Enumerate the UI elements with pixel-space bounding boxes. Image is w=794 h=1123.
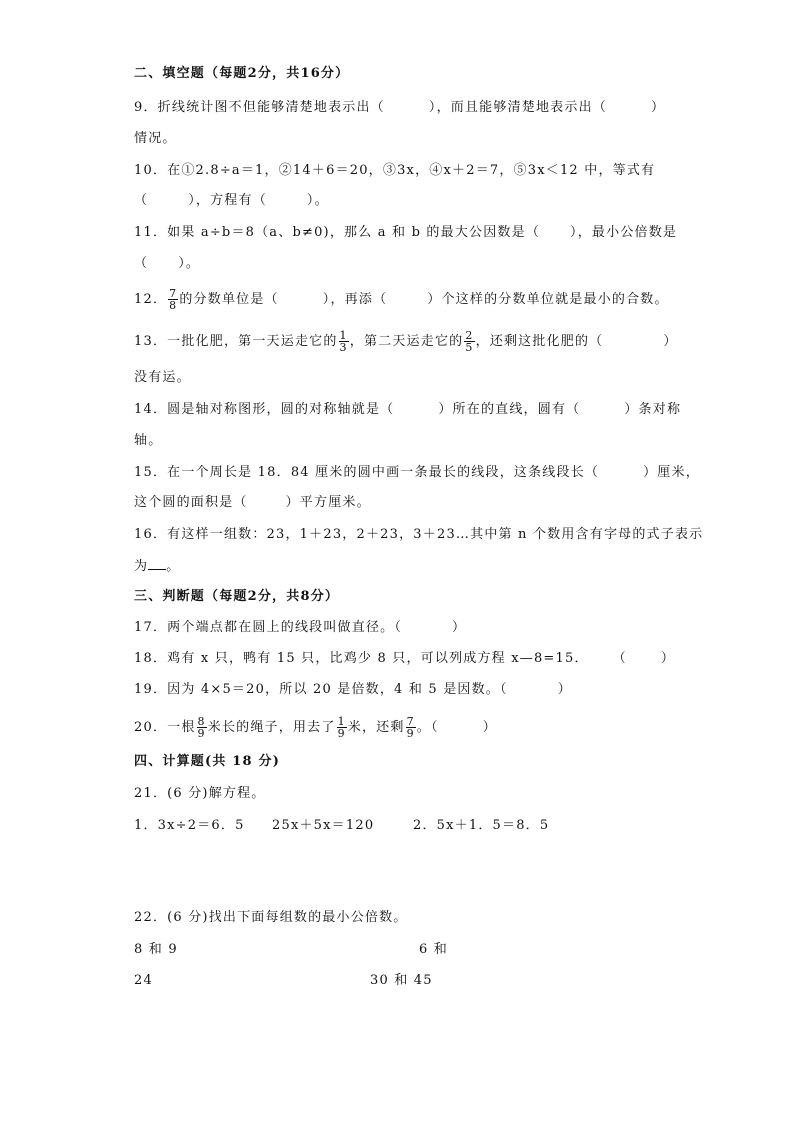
q11-text-d: ）。 bbox=[178, 256, 201, 271]
question-17 bbox=[134, 620, 466, 636]
section-title-calculation: 四、计算题(共 18 分) bbox=[134, 754, 281, 769]
q13-text-c: ，还剩这批化肥的（ bbox=[475, 334, 604, 349]
question-9-line2: 情况。 bbox=[134, 131, 177, 146]
fraction-denominator: 9 bbox=[197, 727, 206, 740]
question-22-title: 22．(6 分)找出下面每组数的最小公倍数。 bbox=[134, 910, 408, 925]
q13-text-a: 13．一批化肥，第一天运走它的 bbox=[134, 334, 338, 349]
q14-text-a: 14．圆是轴对称图形，圆的对称轴就是（ bbox=[134, 402, 395, 417]
question-15-line1 bbox=[134, 465, 700, 481]
fraction-denominator: 8 bbox=[169, 299, 178, 312]
q20-text-a: 20．一根 bbox=[134, 720, 196, 735]
q18-text-b: （ bbox=[612, 651, 627, 666]
q18-text-c: ） bbox=[660, 651, 676, 666]
q19-text-a: 19．因为 4×5＝20，所以 20 是倍数，4 和 5 是因数。（ bbox=[134, 682, 508, 697]
q15-text-b: ）厘米， bbox=[643, 465, 700, 480]
question-14-line1 bbox=[134, 402, 681, 418]
number-pair-2-start: 6 和 bbox=[419, 942, 449, 957]
q9-text-b: ），而且能够清楚地表示出（ bbox=[428, 100, 607, 115]
question-20 bbox=[134, 716, 497, 739]
q16-text-c: 。 bbox=[166, 559, 181, 574]
question-14-line2: 轴。 bbox=[134, 433, 163, 448]
question-10-line1: 10．在①2.8÷a＝1，②14＋6＝20，③3x，④x＋2＝7，⑤3x＜12 中，等式有 bbox=[134, 163, 656, 178]
fraction-numerator: 7 bbox=[406, 715, 415, 728]
fraction-denominator: 9 bbox=[337, 727, 346, 740]
question-9-line1 bbox=[134, 100, 665, 116]
fraction-1-3 bbox=[339, 330, 349, 353]
fraction-2-5 bbox=[464, 330, 474, 353]
q12-number: 12． bbox=[134, 292, 168, 307]
question-10-line2 bbox=[134, 193, 329, 209]
q10-text-c: ），方程有（ bbox=[188, 193, 267, 208]
q15-text-d: ）平方厘米。 bbox=[285, 495, 371, 510]
question-19 bbox=[134, 682, 572, 698]
fraction-denominator: 5 bbox=[465, 341, 474, 354]
q15-text-a: 15．在一个周长是 18．84 厘米的圆中画一条最长的线段，这条线段长（ bbox=[134, 465, 600, 480]
q18-text-a: 18．鸡有 x 只，鸭有 15 只，比鸡少 8 只，可以列成方程 x—8=15． bbox=[134, 651, 589, 666]
q15-text-c: 这个圆的面积是（ bbox=[134, 495, 248, 510]
q10-text-b: （ bbox=[134, 193, 149, 208]
q10-text-d: ）。 bbox=[306, 193, 329, 208]
q20-text-b: 米长的绳子，用去了 bbox=[207, 720, 336, 735]
q14-text-c: ）条对称 bbox=[624, 402, 682, 417]
question-18 bbox=[134, 651, 675, 667]
q9-text-a: 9．折线统计图不但能够清楚地表示出（ bbox=[134, 100, 385, 115]
fraction-7-9 bbox=[406, 716, 416, 739]
question-21-title: 21．(6 分)解方程。 bbox=[134, 786, 266, 801]
number-pair-3: 30 和 45 bbox=[370, 973, 433, 988]
fraction-1-9 bbox=[337, 716, 347, 739]
question-13-line1 bbox=[134, 330, 678, 353]
q20-text-e: ） bbox=[482, 720, 497, 735]
fraction-8-9 bbox=[197, 716, 207, 739]
question-16-line2 bbox=[134, 558, 180, 575]
question-11-line2 bbox=[134, 256, 200, 272]
question-13-line2: 没有运。 bbox=[134, 370, 191, 385]
section-title-fill-blank: 二、填空题（每题2分，共16分） bbox=[134, 66, 350, 81]
fraction-numerator: 8 bbox=[197, 715, 206, 728]
question-12 bbox=[134, 288, 669, 311]
fraction-numerator: 1 bbox=[337, 715, 346, 728]
fraction-7-8 bbox=[168, 288, 178, 311]
q13-text-b: ，第二天运走它的 bbox=[349, 334, 464, 349]
q19-text-b: ） bbox=[557, 682, 572, 697]
question-11-line1 bbox=[134, 225, 677, 241]
q14-text-b: ）所在的直线，圆有（ bbox=[438, 402, 581, 417]
number-pair-2-end: 24 bbox=[134, 973, 153, 988]
q17-text-a: 17．两个端点都在圆上的线段叫做直径。（ bbox=[134, 620, 403, 635]
q12-text-b: ），再添（ bbox=[322, 292, 388, 307]
section-title-true-false: 三、判断题（每题2分，共8分） bbox=[134, 589, 340, 604]
q17-text-b: ） bbox=[452, 620, 467, 635]
number-pair-1: 8 和 9 bbox=[134, 942, 178, 957]
q20-text-c: 米，还剩 bbox=[347, 720, 405, 735]
q11-text-c: （ bbox=[134, 256, 149, 271]
q9-text-c: ） bbox=[650, 100, 666, 115]
q12-text-c: ）个这样的分数单位就是最小的合数。 bbox=[427, 292, 669, 307]
q16-text-b: 为 bbox=[134, 559, 149, 574]
fraction-denominator: 3 bbox=[339, 341, 348, 354]
question-15-line2 bbox=[134, 495, 371, 511]
fraction-numerator: 2 bbox=[465, 329, 474, 342]
fraction-numerator: 7 bbox=[169, 287, 178, 300]
fraction-numerator: 1 bbox=[339, 329, 348, 342]
q11-text-a: 11．如果 a÷b＝8（a、b≠0)，那么 a 和 b 的最大公因数是（ bbox=[134, 225, 541, 240]
q12-text-a: 的分数单位是（ bbox=[179, 292, 279, 307]
equation-3: 2．5x＋1．5＝8．5 bbox=[413, 818, 550, 833]
fraction-denominator: 9 bbox=[406, 727, 415, 740]
answer-blank-underline bbox=[148, 558, 166, 570]
q11-text-b: ），最小公倍数是 bbox=[570, 225, 678, 240]
q20-text-d: 。（ bbox=[416, 720, 439, 735]
q13-text-d: ） bbox=[663, 334, 678, 349]
question-16-line1: 16．有这样一组数：23，1＋23，2＋23，3＋23…其中第 n 个数用含有字母的式子表示 bbox=[134, 527, 704, 542]
equation-1: 1．3x÷2＝6．5 bbox=[134, 818, 245, 833]
equation-2: 25x＋5x＝120 bbox=[272, 818, 375, 833]
